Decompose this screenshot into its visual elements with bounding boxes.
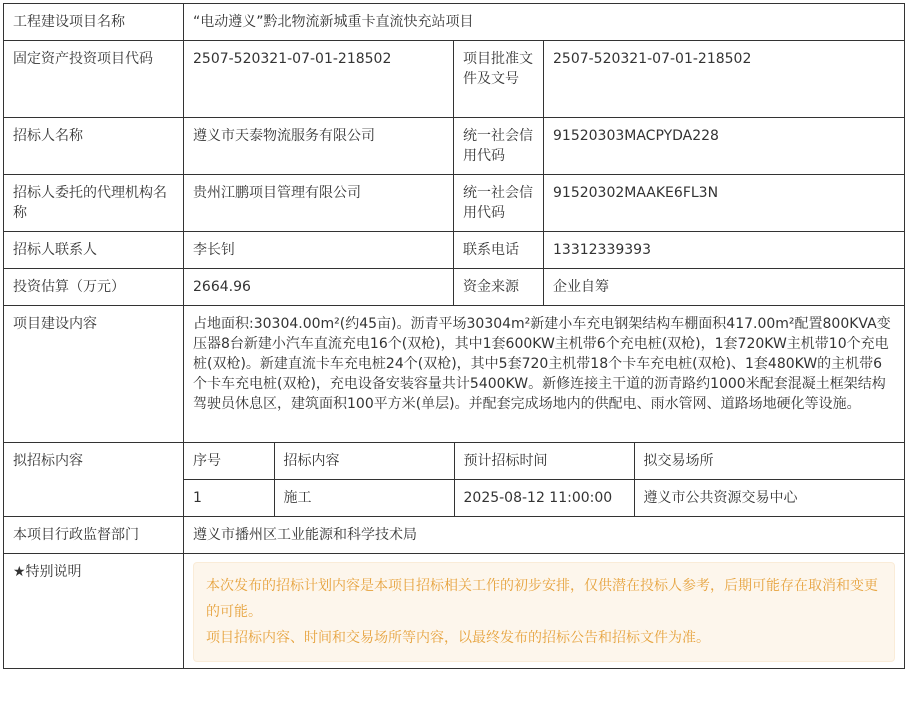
special-line-2: 项目招标内容、时间和交易场所等内容，以最终发布的招标公告和招标文件为准。 — [206, 630, 710, 646]
bidding-venue: 遵义市公共资源交易中心 — [643, 490, 798, 506]
row-tenderer — [4, 118, 905, 175]
contact-value: 李长钊 — [184, 232, 454, 269]
row-special — [4, 554, 905, 669]
bidding-header-seq: 序号 — [184, 443, 274, 480]
project-name-label: 工程建设项目名称 — [4, 4, 184, 41]
investment-label: 投资估算（万元） — [4, 269, 184, 306]
row-contact — [4, 232, 905, 269]
bidding-header-time: 预计招标时间 — [454, 443, 634, 480]
special-label: ★特别说明 — [4, 554, 184, 669]
project-code-label: 固定资产投资项目代码 — [4, 41, 184, 118]
bidding-content: 施工 — [274, 480, 454, 517]
bidding-time: 2025-08-12 11:00:00 — [454, 480, 634, 517]
agent-label: 招标人委托的代理机构名称 — [4, 175, 184, 232]
agent-credit-label: 统一社会信用代码 — [454, 175, 544, 232]
project-info-table — [3, 3, 905, 669]
project-code-value: 2507-520321-07-01-218502 — [184, 41, 454, 118]
tenderer-value: 遵义市天泰物流服务有限公司 — [184, 118, 454, 175]
row-project-code — [4, 41, 905, 118]
tenderer-credit-value: 91520303MACPYDA228 — [544, 118, 905, 175]
phone-value: 13312339393 — [544, 232, 905, 269]
approval-doc-label: 项目批准文件及文号 — [454, 41, 544, 118]
bidding-header-venue: 拟交易场所 — [634, 443, 904, 480]
tenderer-credit-label: 统一社会信用代码 — [454, 118, 544, 175]
row-investment — [4, 269, 905, 306]
row-agent — [4, 175, 905, 232]
content-value: 占地面积:30304.00m²(约45亩)。沥青平场30304m²新建小车充电钢架结构车棚面积417.00m²配置800KVA变压器8台新建小汽车直流充电16个(双枪)，其中1套600KW主机带6个充电桩(双枪)，1套720KW主机带10个充电桩(双枪)。新建直流卡车充电桩24个(双枪)，其中5套720主机带18个卡车充电桩(双枪)、1套480KW的主机带6个卡车充电桩(双枪)，充电设备安装容量共计5400KW。新修连接主干道的沥青路约1000米配套混凝土框架结构驾驶员休息区，建筑面积100平方米(单层)。并配套完成场地内的供配电、雨水管网、道路场地硬化等设施。 — [184, 306, 905, 443]
bidding-row — [184, 480, 904, 517]
project-name-value: “电动遵义”黔北物流新城重卡直流快充站项目 — [184, 4, 905, 41]
bidding-table — [184, 443, 904, 516]
contact-label: 招标人联系人 — [4, 232, 184, 269]
special-notice — [193, 562, 895, 662]
content-label: 项目建设内容 — [4, 306, 184, 443]
bidding-seq: 1 — [184, 480, 274, 517]
row-supervisor — [4, 517, 905, 554]
agent-value: 贵州江鹏项目管理有限公司 — [184, 175, 454, 232]
row-project-name — [4, 4, 905, 41]
phone-label: 联系电话 — [454, 232, 544, 269]
special-line-1: 本次发布的招标计划内容是本项目招标相关工作的初步安排，仅供潜在投标人参考，后期可能存在取消和变更的可能。 — [206, 578, 878, 620]
agent-credit-value: 91520302MAAKE6FL3N — [544, 175, 905, 232]
funding-label: 资金来源 — [454, 269, 544, 306]
bidding-cell — [184, 443, 905, 517]
tenderer-label: 招标人名称 — [4, 118, 184, 175]
approval-doc-value: 2507-520321-07-01-218502 — [544, 41, 905, 118]
bidding-header-row — [184, 443, 904, 480]
row-bidding — [4, 443, 905, 517]
supervisor-value: 遵义市播州区工业能源和科学技术局 — [184, 517, 905, 554]
investment-value: 2664.96 — [184, 269, 454, 306]
bidding-header-content: 招标内容 — [274, 443, 454, 480]
special-cell — [184, 554, 905, 669]
funding-value: 企业自筹 — [544, 269, 905, 306]
supervisor-label: 本项目行政监督部门 — [4, 517, 184, 554]
row-content — [4, 306, 905, 443]
bidding-label: 拟招标内容 — [4, 443, 184, 517]
